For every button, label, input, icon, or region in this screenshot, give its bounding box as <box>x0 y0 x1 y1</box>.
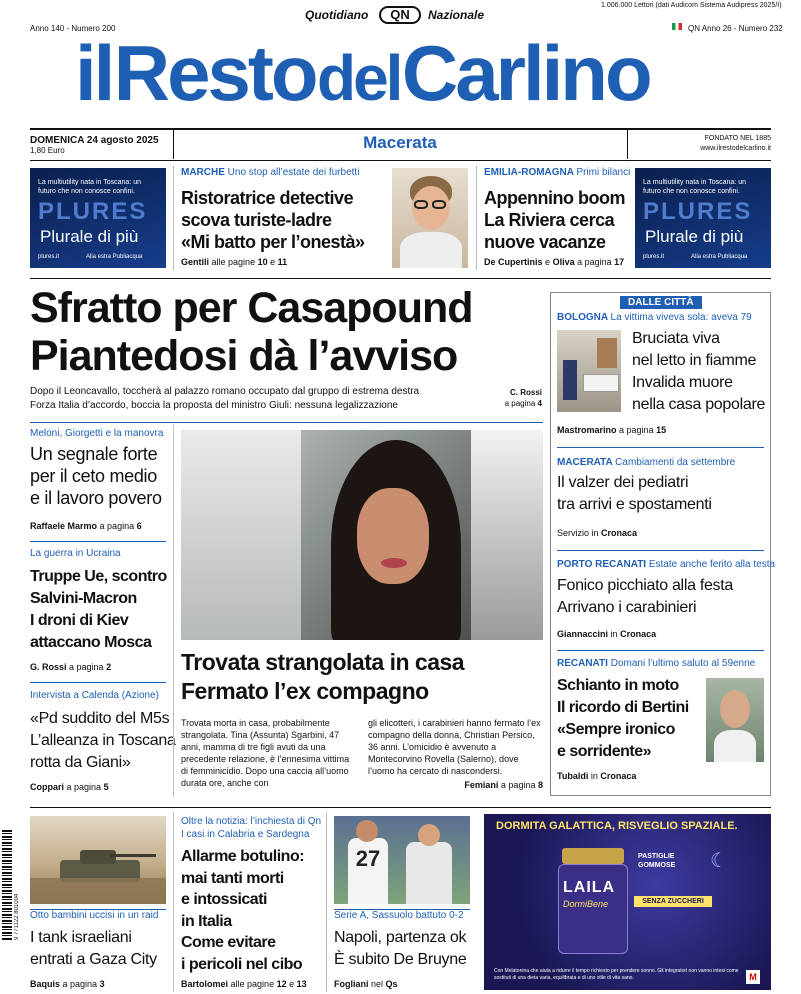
kicker-text: Primi bilanci <box>576 167 631 178</box>
byline-mid: in <box>610 629 618 639</box>
left-rule <box>30 682 166 683</box>
summary-line: Forza Italia d’accordo, boccia la proposta del ministro Giuli: nessuna legalizzazione <box>30 400 398 411</box>
laila-ad[interactable] <box>484 814 771 990</box>
headline-line: Fermato l’ex compagno <box>181 678 429 704</box>
c1-byline <box>30 979 105 989</box>
title-carlino: Carlino <box>401 29 650 117</box>
kicker-text: Uno stop all’estate dei furbetti <box>227 167 360 178</box>
headline-line: Arrivano i carabinieri <box>557 599 697 616</box>
author: Gentili <box>181 257 210 267</box>
headline-line: Napoli, partenza ok <box>334 929 467 946</box>
divider <box>476 166 477 270</box>
page-number: 15 <box>656 425 667 435</box>
top-left-byline <box>181 257 287 267</box>
tank-turret <box>80 850 116 864</box>
page-number: 11 <box>277 257 288 267</box>
headline-line: Allarme botulino: <box>181 848 305 865</box>
page-number: 6 <box>136 521 142 531</box>
kicker-text: Cambiamenti da settembre <box>615 457 736 468</box>
headline-line: nuove vacanze <box>484 232 606 252</box>
section-rule <box>30 807 771 808</box>
divider <box>173 425 174 797</box>
b2-kicker <box>557 457 735 468</box>
byline-mid: alle pagine <box>211 257 256 267</box>
headline-line: in Italia <box>181 912 232 930</box>
b2-byline <box>557 528 637 538</box>
author: Giannaccini <box>557 629 609 639</box>
byline-mid: in <box>590 771 598 781</box>
issue-price: 1,80 Euro <box>30 146 65 155</box>
author: Tubaldi <box>557 771 589 781</box>
page-number: 17 <box>614 257 625 267</box>
plures-site: plures.it <box>643 254 665 260</box>
jersey-number: 27 <box>355 846 381 871</box>
page-number: 5 <box>103 782 109 792</box>
headline-line: Il valzer dei pediatri <box>557 474 689 491</box>
headline-line: nel letto in fiamme <box>632 352 757 369</box>
page-number: 8 <box>537 780 543 790</box>
top-right-headline[interactable] <box>484 187 625 253</box>
page-number: 10 <box>257 257 268 267</box>
b3-headline[interactable] <box>557 575 733 619</box>
lead-headline[interactable] <box>30 284 473 380</box>
box-rule <box>557 550 764 551</box>
left-s2-headline[interactable] <box>30 566 167 654</box>
page-number: 2 <box>106 662 112 672</box>
byline-mid: a pagina <box>62 979 98 989</box>
website: www.ilrestodelcarlino.it <box>700 145 771 152</box>
byline-mid: a pagina <box>500 780 536 790</box>
founded: FONDATO NEL 1885 <box>704 135 771 142</box>
lead-author: C. Rossi <box>509 388 542 397</box>
headline-line: Truppe Ue, scontro <box>30 568 167 585</box>
title-del: del <box>316 42 401 114</box>
victim-photo <box>181 430 543 640</box>
restaurateur-photo <box>392 168 468 268</box>
face <box>720 690 750 728</box>
byline-mid: a pagina <box>66 782 102 792</box>
headline-line: L’alleanza in Toscana <box>30 732 176 749</box>
title-resto: Resto <box>113 29 316 117</box>
left-s2-byline <box>30 662 111 672</box>
left-s1-headline[interactable] <box>30 443 162 509</box>
edition-name: Macerata <box>363 133 437 152</box>
byline-mid: nel <box>371 979 384 989</box>
laila-claim: SENZA ZUCCHERI <box>634 896 712 907</box>
byline-and: e <box>270 257 276 267</box>
issue-date: DOMENICA 24 agosto 2025 <box>30 135 159 146</box>
b1-kicker <box>557 312 752 323</box>
author: G. Rossi <box>30 662 67 672</box>
kicker-bold: BOLOGNA <box>557 312 608 323</box>
headline-line: Appennino boom <box>484 188 625 208</box>
headline-line: Fonico picchiato alla festa <box>557 577 734 594</box>
kicker-bold: EMILIA-ROMAGNA <box>484 167 574 178</box>
headline-line: La Riviera cerca <box>484 210 615 230</box>
byline-mid: a pagina <box>99 521 135 531</box>
plures-partners: Alia estra Publiacqua <box>86 254 143 260</box>
headline-line: «Sempre ironico <box>557 721 675 738</box>
plures-logo: PLURES <box>643 198 753 225</box>
byline-and: e <box>545 257 551 267</box>
top-right-byline <box>484 257 624 267</box>
author: Femiani <box>464 780 499 790</box>
stretcher <box>583 374 619 392</box>
kicker-line: Oltre la notizia: l’inchiesta di Qn <box>181 816 322 827</box>
glasses-icon <box>414 200 428 209</box>
fire-scene-photo <box>557 330 621 412</box>
b1-byline <box>557 425 666 435</box>
c2-kicker <box>181 815 321 841</box>
headline-line: scova turiste-ladre <box>181 210 332 230</box>
b4-kicker <box>557 658 755 669</box>
headline-line: Trovata strangolata in casa <box>181 649 465 675</box>
box-rule <box>557 650 764 651</box>
lead-page <box>498 399 542 408</box>
byline-mid: a pagina <box>69 662 104 672</box>
author: Oliva <box>552 257 575 267</box>
page-label: a pagina <box>504 399 536 408</box>
headline-line: Invalida muore <box>632 374 733 391</box>
page-number: 3 <box>99 979 105 989</box>
box-rule <box>557 447 764 448</box>
headline-line: «Pd suddito del M5s <box>30 710 170 727</box>
headline-line: nella casa popolare <box>632 396 766 413</box>
victim-photo-recanati <box>706 678 764 762</box>
headline-line: attaccano Mosca <box>30 634 152 651</box>
headline-line: Piantedosi dà l’avviso <box>30 332 458 380</box>
lead-rule <box>30 422 543 423</box>
left-s3-byline <box>30 782 109 792</box>
laila-sub: DormiBene <box>563 899 609 909</box>
b2-headline[interactable] <box>557 472 712 516</box>
lead-summary <box>30 385 419 413</box>
face <box>357 488 429 584</box>
plures-partners: Alia estra Publiacqua <box>691 254 748 260</box>
left-s3-kicker: Intervista a Calenda (Azione) <box>30 690 159 701</box>
plures-slogan: Plurale di più <box>40 227 139 246</box>
officer <box>563 360 577 400</box>
laila-type: PASTIGLIE GOMMOSE <box>638 853 676 869</box>
left-s3-headline[interactable] <box>30 708 176 774</box>
b3-byline <box>557 629 656 639</box>
lips <box>381 558 407 568</box>
b4-headline[interactable] <box>557 675 689 763</box>
player-jersey <box>406 842 452 904</box>
left-s1-kicker: Meloni, Giorgetti e la manovra <box>30 428 164 439</box>
headrest <box>471 430 543 640</box>
qn-logo: QN <box>379 6 421 24</box>
top-right-kicker <box>484 167 630 178</box>
anno-left: Anno 140 - Numero 200 <box>30 24 116 33</box>
top-left-headline[interactable] <box>181 187 365 253</box>
kicker-bold: RECANATI <box>557 658 608 669</box>
left-s1-byline <box>30 521 142 531</box>
author: Fogliani <box>334 979 369 989</box>
car-window <box>181 430 301 640</box>
c3-headline[interactable] <box>334 927 466 971</box>
c2-byline <box>181 979 307 989</box>
plures-slogan: Plurale di più <box>645 227 744 246</box>
date-bar-bottom-rule <box>30 160 771 161</box>
b1-headline[interactable] <box>632 328 765 416</box>
plures-logo: PLURES <box>38 198 148 225</box>
byline-mid: alle pagine <box>230 979 275 989</box>
moon-icon: ☾ <box>710 850 728 872</box>
headline-line: mai tanti morti <box>181 869 284 887</box>
left-s2-kicker: La guerra in Ucraina <box>30 548 121 559</box>
plures-tagline: La multiutility nata in Toscana: un futuro che non conosce confini. <box>643 179 746 195</box>
dalle-citta-label: DALLE CITTÀ <box>620 296 702 309</box>
shirt <box>714 730 756 762</box>
author: Mastromarino <box>557 425 617 435</box>
divider <box>173 166 174 270</box>
section-name: Cronaca <box>600 771 637 781</box>
center-headline[interactable] <box>181 648 464 706</box>
headline-line: e il lavoro povero <box>30 488 162 508</box>
section-name: Cronaca <box>601 528 638 538</box>
football-photo <box>334 816 470 904</box>
kicker-line: I casi in Calabria e Sardegna <box>181 829 310 840</box>
center-body-right: gli elicotteri, i carabinieri hanno fermato l’ex compagno della donna, Christian Persico, 36 anni. L’omicidio è avvenuto a Montecorvino Rovella (Salerno), dove l’uomo ha cercato di nascondersi. <box>368 718 541 776</box>
headline-line: e intossicati <box>181 891 267 908</box>
top-left-kicker <box>181 167 359 178</box>
headline-line: Schianto in moto <box>557 677 679 694</box>
headline-line: per il ceto medio <box>30 466 157 486</box>
author: Baquis <box>30 979 61 989</box>
shirt <box>400 232 462 268</box>
headline-line: rotta da Giani» <box>30 754 131 771</box>
headline-line: e sorridente» <box>557 743 651 760</box>
c1-headline[interactable] <box>30 927 157 971</box>
player-head <box>356 820 378 842</box>
barcode-icon <box>2 830 12 940</box>
summary-line: Dopo il Leoncavallo, toccherà al palazzo romano occupato dal gruppo di estrema destra <box>30 386 420 397</box>
laila-jar <box>558 864 628 954</box>
headline-line: «Mi batto per l’onestà» <box>181 232 365 252</box>
divider <box>173 812 174 992</box>
kicker-bold: PORTO RECANATI <box>557 559 647 570</box>
headline-line: Un segnale forte <box>30 444 158 464</box>
tank-photo <box>30 816 166 904</box>
brand-mark-icon: M <box>746 970 760 984</box>
center-byline <box>440 780 543 790</box>
kicker-text: Domani l’ultimo saluto al 59enne <box>610 658 756 669</box>
page-number: 12 <box>276 979 287 989</box>
divider <box>326 812 327 992</box>
headline-line: I droni di Kiev <box>30 612 129 629</box>
center-body-left: Trovata morta in casa, probabilmente strangolata. Tina (Assunta) Sgarbini, 47 anni, mamma di tre figli avuti da una precedente relazione, è l’ennesima vittima di femminicidio. Dopo una caccia all’uomo durata ore, anche con <box>181 718 350 788</box>
tank-gun <box>110 854 156 857</box>
headline-line: Come evitare <box>181 934 276 951</box>
plures-ad-left[interactable] <box>30 168 166 268</box>
byline-mid: a pagina <box>577 257 612 267</box>
newspaper-title <box>75 28 725 118</box>
plures-ad-right[interactable] <box>635 168 771 268</box>
kicker-text: Estate anche ferito alla testa <box>648 559 776 570</box>
title-il: il <box>75 29 113 117</box>
left-rule <box>30 541 166 542</box>
c3-kicker: Serie A, Sassuolo battuto 0-2 <box>334 910 464 921</box>
headline-line: Bruciata viva <box>632 330 720 347</box>
anno-right: QN Anno 26 - Numero 232 <box>688 24 783 33</box>
byline-mid: Servizio in <box>557 528 599 538</box>
readers-note: 1.006.000 Lettori (dati Audicom Sistema Audipress 2025/I) <box>601 2 782 9</box>
laila-fine-print: Con Melatonina che aiuta a ridurre il tempo richiesto per prendere sonno. Gli integratori non vanno intesi come sostituti di una dieta varia, equilibrata e di uno stile di vita sano. <box>494 968 739 981</box>
barcode-digits: 9 771122 801004 <box>14 893 20 940</box>
headline-line: i pericoli nel cibo <box>181 955 303 973</box>
b3-kicker <box>557 559 775 570</box>
c3-byline <box>334 979 398 989</box>
laila-ad-title: DORMITA GALATTICA, RISVEGLIO SPAZIALE. <box>496 820 738 832</box>
section-name: Qs <box>385 979 398 989</box>
kicker-bold: MARCHE <box>181 167 225 178</box>
page-number: 4 <box>537 399 542 408</box>
page-number: 13 <box>296 979 307 989</box>
author: Raffaele Marmo <box>30 521 98 531</box>
masthead-rule <box>30 128 771 130</box>
headline-line: Ristoratrice detective <box>181 188 354 208</box>
author: Coppari <box>30 782 65 792</box>
headline-line: I tank israeliani <box>30 929 132 946</box>
jar-lid <box>562 848 624 864</box>
byline-mid: a pagina <box>619 425 654 435</box>
plures-tagline: La multiutility nata in Toscana: un futuro che non conosce confini. <box>38 179 141 195</box>
qn-left: Quotidiano <box>305 8 369 22</box>
headline-line: Il ricordo di Bertini <box>557 699 689 716</box>
building <box>597 338 617 368</box>
b4-byline <box>557 771 636 781</box>
kicker-bold: MACERATA <box>557 457 613 468</box>
laila-brand: LAILA <box>563 879 616 896</box>
qn-right: Nazionale <box>428 8 485 22</box>
headline-line: Sfratto per Casapound <box>30 284 473 332</box>
section-name: Cronaca <box>620 629 657 639</box>
headline-line: È subito De Bruyne <box>334 951 467 968</box>
glasses-icon <box>432 200 446 209</box>
player-head <box>418 824 440 846</box>
c2-headline[interactable] <box>181 846 304 975</box>
section-rule <box>30 278 771 279</box>
author: Bartolomei <box>181 979 229 989</box>
plures-site: plures.it <box>38 254 60 260</box>
dust <box>30 878 166 904</box>
headline-line: Salvini-Macron <box>30 590 137 607</box>
c1-kicker: Otto bambini uccisi in un raid <box>30 910 159 921</box>
byline-and: e <box>289 979 295 989</box>
author: De Cupertinis <box>484 257 543 267</box>
headline-line: tra arrivi e spostamenti <box>557 496 712 513</box>
kicker-text: La vittima viveva sola: aveva 79 <box>610 312 752 323</box>
headline-line: entrati a Gaza City <box>30 951 157 968</box>
